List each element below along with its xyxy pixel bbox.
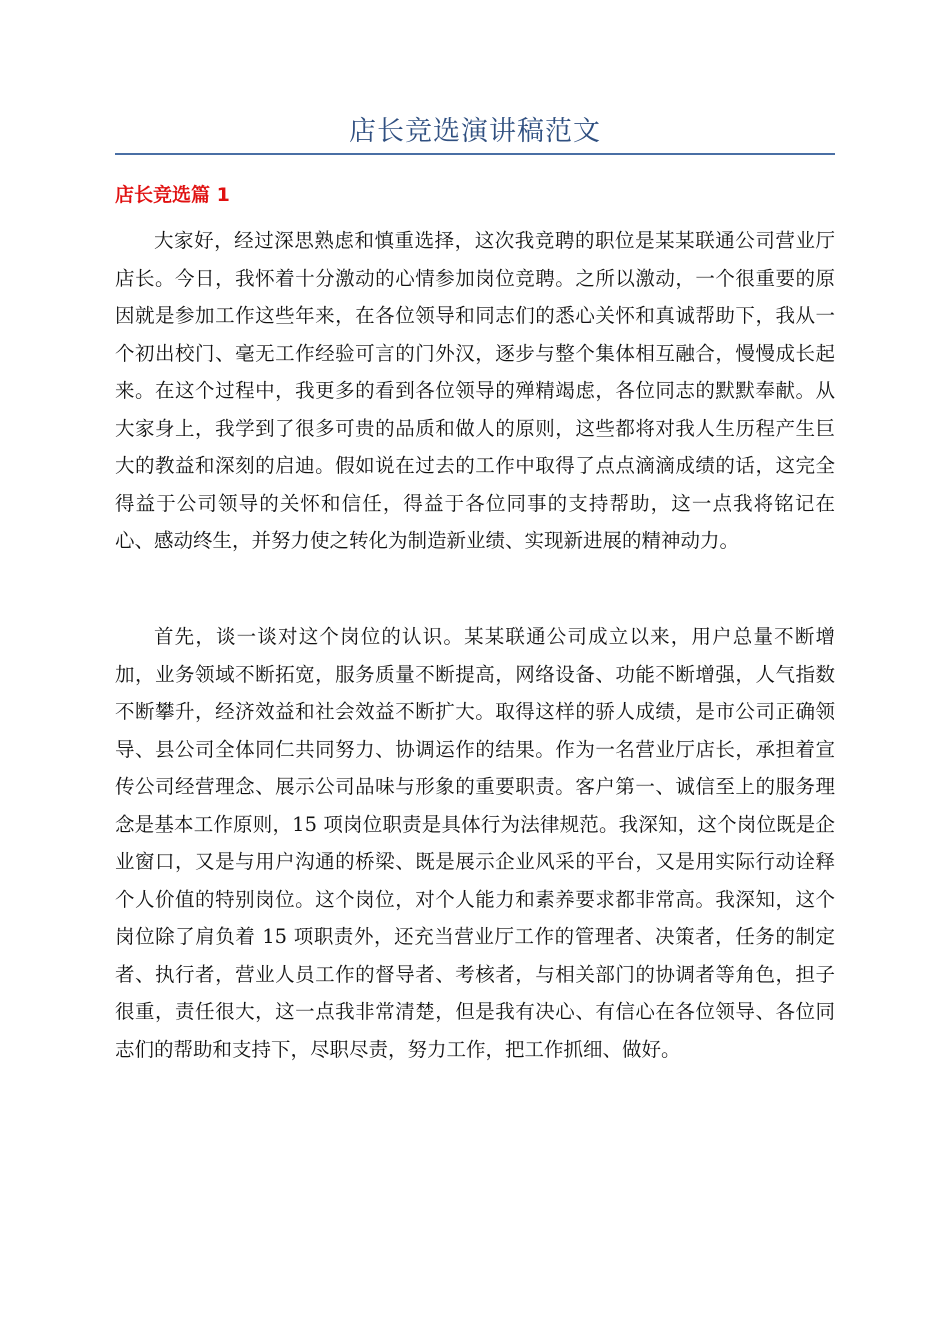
title-underline-divider: [115, 153, 835, 155]
body-paragraph-2: 首先，谈一谈对这个岗位的认识。某某联通公司成立以来，用户总量不断增加，业务领域不断拓宽，服务质量不断提高，网络设备、功能不断增强，人气指数不断攀升，经济效益和社会效益不断扩大。取得这样的骄人成绩，是市公司正确领导、县公司全体同仁共同努力、协调运作的结果。作为一名营业厅店长，承担着宣传公司经营理念、展示公司品味与形象的重要职责。客户第一、诚信至上的服务理念是基本工作原则，15 项岗位职责是具体行为法律规范。我深知，这个岗位既是企业窗口，又是与用户沟通的桥梁、既是展示企业风采的平台，又是用实际行动诠释个人价值的特别岗位。这个岗位，对个人能力和素养要求都非常高。我深知，这个岗位除了肩负着 15 项职责外，还充当营业厅工作的管理者、决策者，任务的制定者、执行者，营业人员工作的督导者、考核者，与相关部门的协调者等角色，担子很重，责任很大，这一点我非常清楚，但是我有决心、有信心在各位领导、各位同志们的帮助和支持下，尽职尽责，努力工作，把工作抓细、做好。: [115, 625, 835, 1061]
document-title: 店长竞选演讲稿范文: [349, 116, 601, 147]
body-paragraph-1: 大家好，经过深思熟虑和慎重选择，这次我竞聘的职位是某某联通公司营业厅店长。今日，我怀着十分激动的心情参加岗位竞聘。之所以激动，一个很重要的原因就是参加工作这些年来，在各位领导和同志们的悉心关怀和真诚帮助下，我从一个初出校门、毫无工作经验可言的门外汉，逐步与整个集体相互融合，慢慢成长起来。在这个过程中，我更多的看到各位领导的殚精竭虑，各位同志的默默奉献。从大家身上，我学到了很多可贵的品质和做人的原则，这些都将对我人生历程产生巨大的教益和深刻的启迪。假如说在过去的工作中取得了点点滴滴成绩的话，这完全得益于公司领导的关怀和信任，得益于各位同事的支持帮助，这一点我将铭记在心、感动终生，并努力使之转化为制造新业绩、实现新进展的精神动力。: [115, 229, 835, 552]
section-heading: 店长竞选篇 1: [115, 184, 230, 206]
